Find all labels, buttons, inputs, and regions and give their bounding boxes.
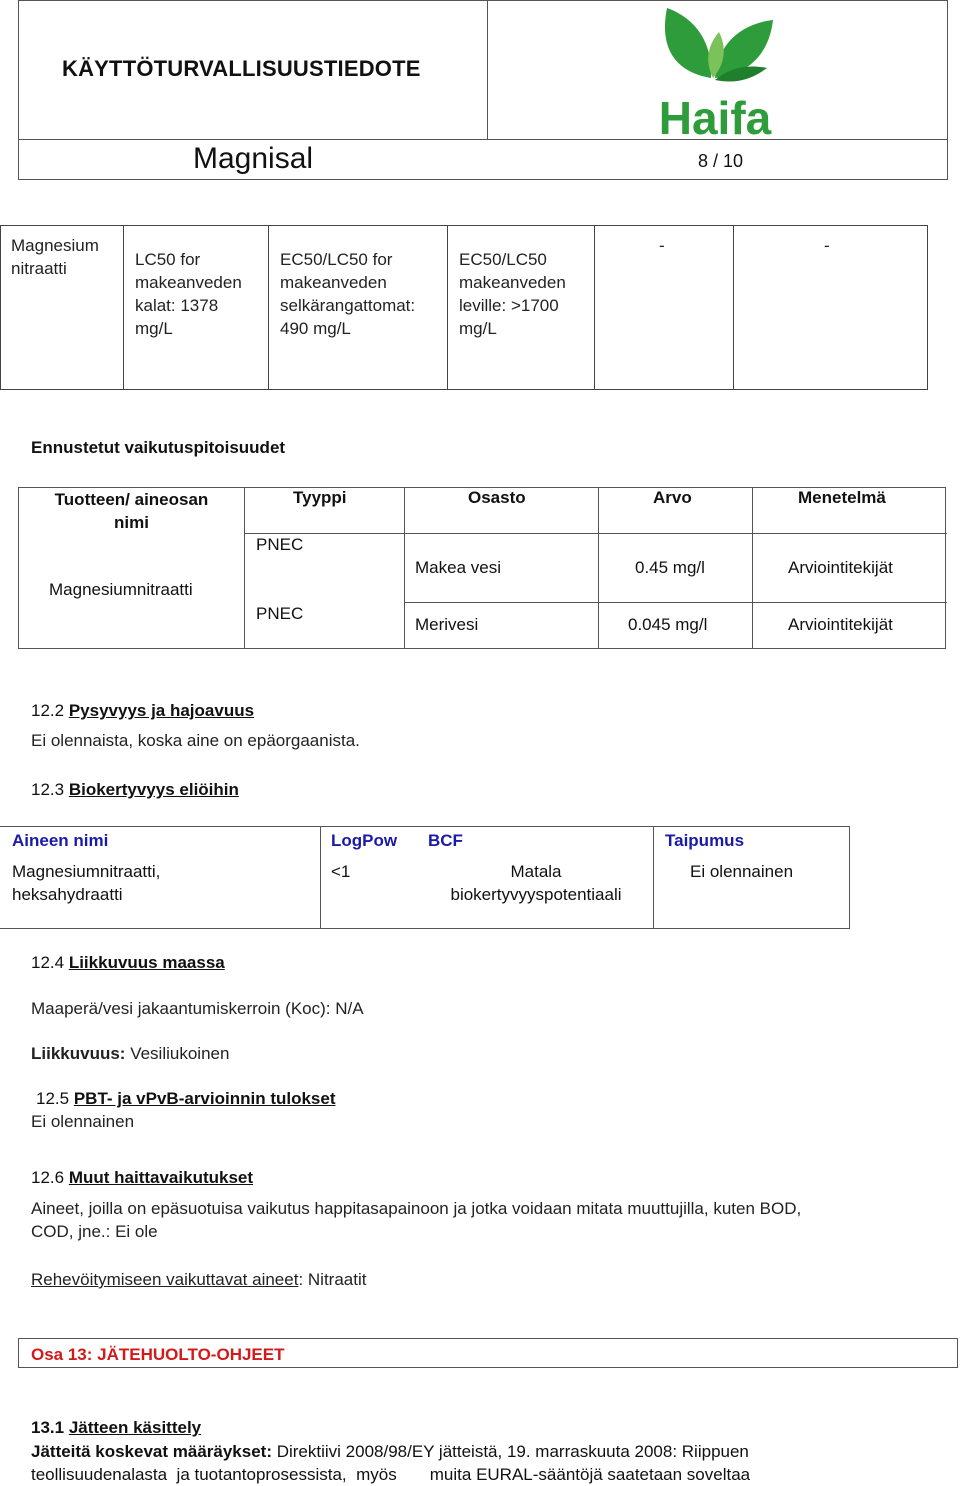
section-13-1-text: Jätteitä koskevat määräykset: Direktiivi 2008/98/EY jätteistä, 19. marraskuuta 2008: Riippuen teollisuudenalasta ja tuotantoprosessista, myös muita EURAL-sääntöjä saatetaan soveltaa xyxy=(31,1442,751,1484)
pnec-title: Ennustetut vaikutuspitoisuudet xyxy=(31,438,286,457)
section-12-6-heading: 12.6 Muut haittavaikutukset xyxy=(31,1168,254,1187)
header-box xyxy=(18,0,948,180)
eco-col5: - xyxy=(659,236,665,255)
section-12-4-heading: 12.4 Liikkuvuus maassa xyxy=(31,953,225,972)
section-13-banner xyxy=(18,1338,958,1368)
pnec-row1-compartment: Makea vesi xyxy=(415,558,501,577)
section-12-2-text: Ei olennaista, koska aine on epäorgaanista. xyxy=(31,731,360,750)
eco-substance: Magnesium nitraatti xyxy=(11,236,99,278)
bio-header-potential: Taipumus xyxy=(665,831,745,850)
koc-text: Maaperä/vesi jakaantumiskerroin (Koc): N/A xyxy=(31,999,364,1018)
mobility-text: Liikkuvuus: Vesiliukoinen xyxy=(31,1044,230,1063)
ecotox-table xyxy=(0,225,928,390)
section-13-title: Osa 13: JÄTEHUOLTO-OHJEET xyxy=(31,1345,285,1364)
document-title: KÄYTTÖTURVALLISUUSTIEDOTE xyxy=(62,56,421,81)
section-12-2-heading: 12.2 Pysyvyys ja hajoavuus xyxy=(31,701,255,720)
section-12-5-text: Ei olennainen xyxy=(31,1112,135,1131)
bio-row-logpow: <1 xyxy=(331,862,351,881)
pnec-row2-compartment: Merivesi xyxy=(415,615,479,634)
bio-row-bcf: Matala biokertyvyyspotentiaali xyxy=(450,862,622,904)
pnec-row2-type: PNEC xyxy=(256,604,304,623)
eco-fish: LC50 for makeanveden kalat: 1378 mg/L xyxy=(135,250,242,338)
pnec-row1-value: 0.45 mg/l xyxy=(635,558,705,577)
pnec-header-type: Tyyppi xyxy=(293,488,347,507)
product-name: Magnisal xyxy=(193,142,314,175)
pnec-table xyxy=(18,487,946,649)
section-12-5-heading: 12.5 PBT- ja vPvB-arvioinnin tulokset xyxy=(36,1089,336,1108)
pnec-row2-value: 0.045 mg/l xyxy=(628,615,708,634)
pnec-header-value: Arvo xyxy=(653,488,692,507)
bio-header-name: Aineen nimi xyxy=(12,831,109,850)
eco-invertebrates: EC50/LC50 for makeanveden selkärangattomat: 490 mg/L xyxy=(280,250,416,338)
bio-row-potential: Ei olennainen xyxy=(690,862,794,881)
bio-row-name: Magnesiumnitraatti, heksahydraatti xyxy=(12,862,161,904)
section-13-1-heading: 13.1 Jätteen käsittely xyxy=(31,1418,202,1437)
section-12-3-heading: 12.3 Biokertyvyys eliöihin xyxy=(31,780,239,799)
pnec-row1-type: PNEC xyxy=(256,535,304,554)
bio-header-bcf: BCF xyxy=(428,831,463,850)
page-number: 8 / 10 xyxy=(698,151,744,171)
bioaccumulation-table xyxy=(0,826,850,929)
eutrophication-text: Rehevöitymiseen vaikuttavat aineet: Nitraatit xyxy=(31,1270,367,1289)
eco-algae: EC50/LC50 makeanveden leville: >1700 mg/L xyxy=(459,250,566,338)
pnec-row1-method: Arviointitekijät xyxy=(788,558,893,577)
pnec-header-name: Tuotteen/ aineosan nimi xyxy=(54,490,209,532)
bio-header-logpow: LogPow xyxy=(331,831,398,850)
logo-text: Haifa xyxy=(658,92,772,138)
section-12-6-text: Aineet, joilla on epäsuotuisa vaikutus happitasapainoon ja jotka voidaan mitata muuttujilla, kuten BOD, COD, jne.: Ei ole xyxy=(31,1199,802,1241)
haifa-logo xyxy=(655,2,785,138)
pnec-header-compartment: Osasto xyxy=(468,488,526,507)
pnec-substance: Magnesiumnitraatti xyxy=(49,580,193,599)
pnec-header-method: Menetelmä xyxy=(798,488,886,507)
pnec-row2-method: Arviointitekijät xyxy=(788,615,893,634)
eco-col6: - xyxy=(824,236,830,255)
